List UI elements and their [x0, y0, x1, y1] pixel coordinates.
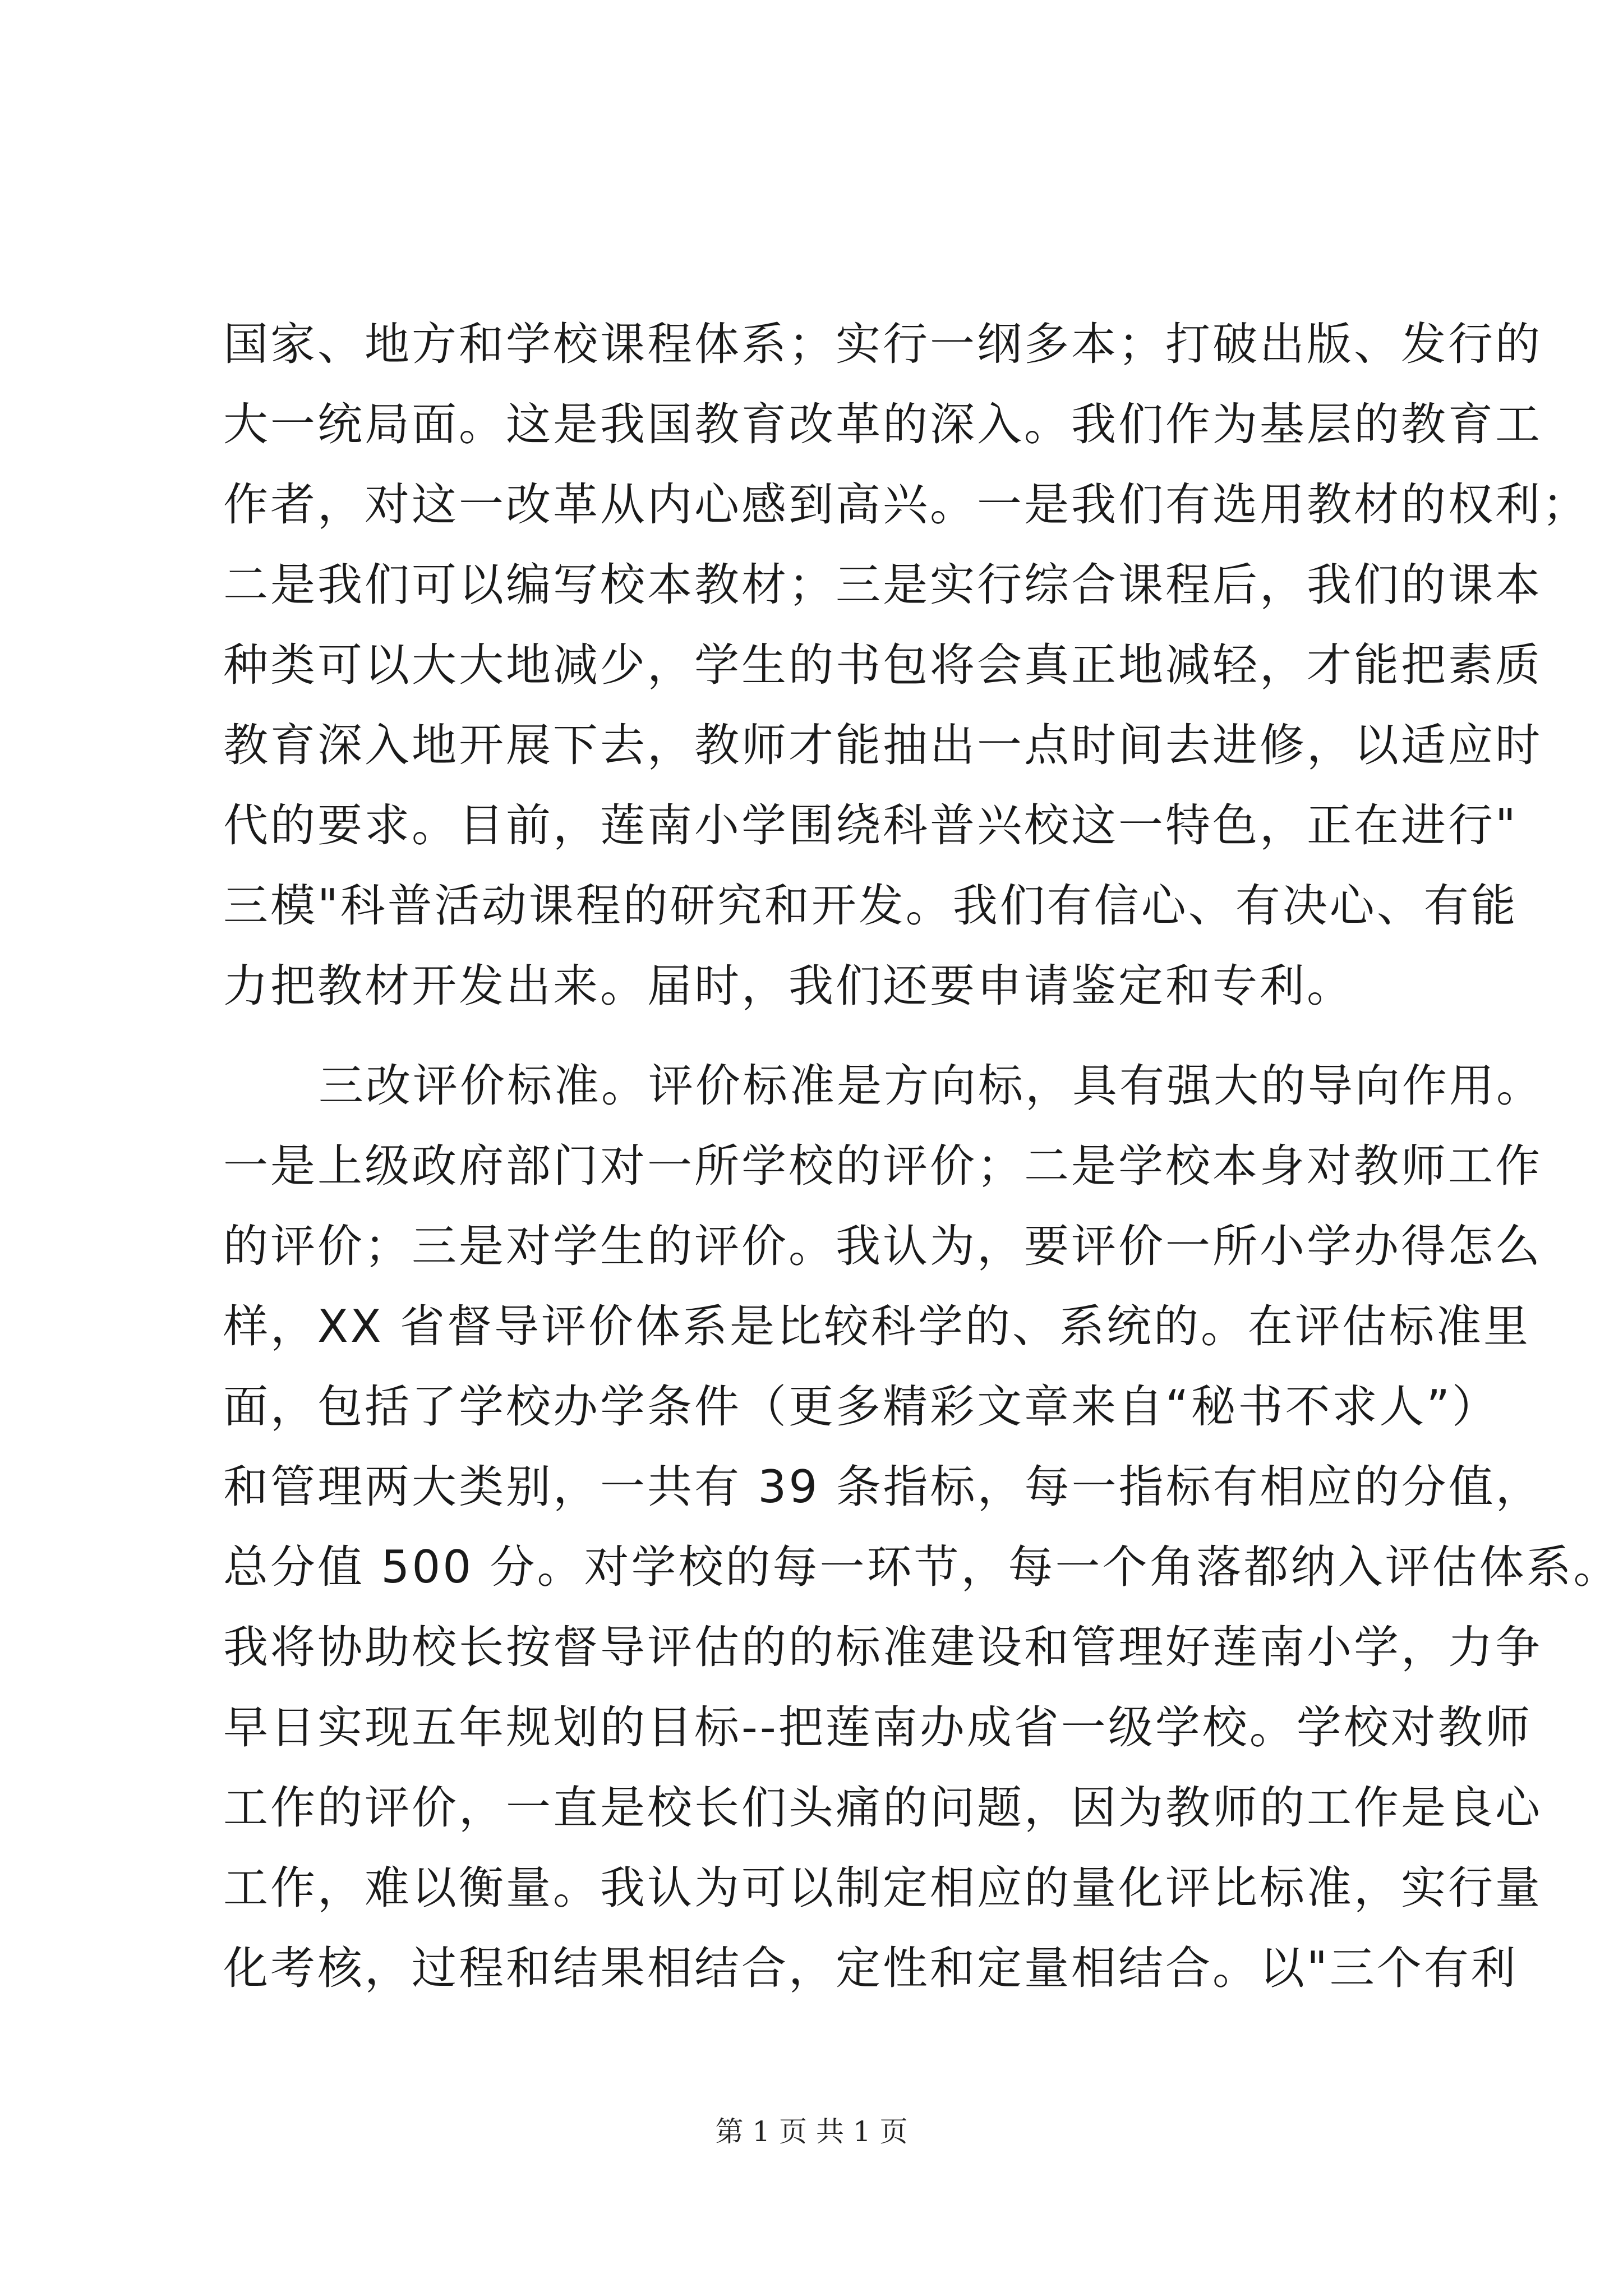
text-line: 一是上级政府部门对一所学校的评价；二是学校本身对教师工作	[223, 1140, 1542, 1192]
text-line: 面，包括了学校办学条件（更多精彩文章来自“秘书不求人”）	[223, 1381, 1499, 1433]
text-line: 国家、地方和学校课程体系；实行一纲多本；打破出版、发行的	[223, 318, 1542, 370]
text-line: 大一统局面。这是我国教育改革的深入。我们作为基层的教育工	[223, 398, 1542, 450]
text-line: 力把教材开发出来。届时，我们还要申请鉴定和专利。	[223, 960, 1354, 1012]
text-line: 我将协助校长按督导评估的的标准建设和管理好莲南小学，力争	[223, 1621, 1542, 1673]
text-line: 作者，对这一改革从内心感到高兴。一是我们有选用教材的权利；	[223, 478, 1589, 531]
text-line: 教育深入地开展下去，教师才能抽出一点时间去进修，以适应时	[223, 719, 1542, 771]
text-line: 早日实现五年规划的目标--把莲南办成省一级学校。学校对教师	[223, 1701, 1532, 1754]
text-line: 和管理两大类别，一共有 39 条指标，每一指标有相应的分值，	[223, 1461, 1543, 1513]
text-line: 三模"科普活动课程的研究和开发。我们有信心、有决心、有能	[223, 880, 1518, 932]
text-line: 样，XX 省督导评价体系是比较科学的、系统的。在评估标准里	[223, 1300, 1531, 1352]
text-line: 代的要求。目前，莲南小学围绕科普兴校这一特色，正在进行"	[223, 799, 1518, 852]
paragraph-1	[223, 304, 1589, 1026]
document-body	[223, 304, 1621, 2008]
text-line: 工作的评价，一直是校长们头痛的问题，因为教师的工作是良心	[223, 1782, 1542, 1834]
text-line: 工作，难以衡量。我认为可以制定相应的量化评比标准，实行量	[223, 1862, 1542, 1914]
text-line: 三改评价标准。评价标准是方向标，具有强大的导向作用。	[319, 1060, 1543, 1112]
text-line: 种类可以大大地减少，学生的书包将会真正地减轻，才能把素质	[223, 639, 1542, 691]
text-line: 的评价；三是对学生的评价。我认为，要评价一所小学办得怎么	[223, 1220, 1542, 1272]
text-line: 二是我们可以编写校本教材；三是实行综合课程后，我们的课本	[223, 559, 1542, 611]
page-footer	[0, 2115, 1623, 2148]
paragraph-2	[223, 1046, 1621, 2008]
text-line: 总分值 500 分。对学校的每一环节，每一个角落都纳入评估体系。	[223, 1541, 1621, 1593]
page-number: 第 1 页 共 1 页	[715, 2115, 908, 2148]
text-line: 化考核，过程和结果相结合，定性和定量相结合。以"三个有利	[223, 1942, 1518, 1994]
paragraph-gap	[223, 1026, 1418, 1046]
